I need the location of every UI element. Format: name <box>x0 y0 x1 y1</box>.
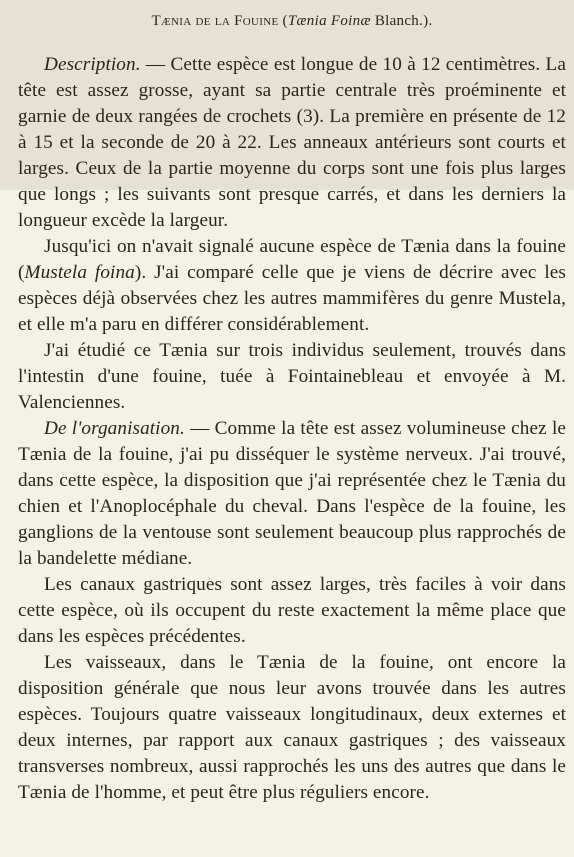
species-name: Mustela foina <box>24 262 135 283</box>
paragraph-text: J'ai étudié ce Tænia sur trois individus seulement, trouvés dans l'intestin d'une fouine, tuée à Fointainebleau et envoyée à M. Valenciennes. <box>18 340 566 413</box>
paragraph-vessels <box>18 650 566 806</box>
paragraph-text: — Cette espèce est longue de 10 à 12 centimètres. La tête est assez grosse, ayant sa partie centrale très proéminente et garnie de deux rangées de crochets (3). La première en présente de 12 à 15 et la seconde de 20 à 22. Les anneaux antérieurs sont courts et larges. Ceux de la partie moyenne du corps sont une fois plus larges que longs ; les suivants sont presque carrés, et dans les derniers la longueur excède la largeur. <box>18 54 566 231</box>
header-latin-name: Tænia Foinæ <box>287 13 371 29</box>
paragraph-description <box>18 52 566 234</box>
paragraph-gastric-canals <box>18 572 566 650</box>
paragraph-comparison <box>18 234 566 338</box>
paragraph-text: Jusqu'ici on n'avait signalé aucune espèce de Tænia dans la fouine ( <box>18 236 566 283</box>
header-title: Tænia de la Fouine <box>151 13 279 29</box>
paragraph-text: ). J'ai comparé celle que je viens de décrire avec les espèces déjà observées chez les autres mammifères du genre Mustela, et elle m'a paru en différer considérablement. <box>18 262 566 335</box>
paragraph-specimens <box>18 338 566 416</box>
paragraph-text: Les canaux gastriques sont assez larges, très faciles à voir dans cette espèce, où ils occupent du reste exactement la même place que dans les espèces précédentes. <box>18 574 566 647</box>
header-paren-close: ). <box>423 13 433 29</box>
running-header <box>18 12 566 30</box>
section-lead-description: Description. <box>44 54 141 75</box>
paragraph-organisation <box>18 416 566 572</box>
page-content <box>18 12 566 806</box>
header-paren-open: ( <box>278 13 288 29</box>
header-author: Blanch. <box>370 13 424 29</box>
paragraph-text: Les vaisseaux, dans le Tænia de la fouine, ont encore la disposition générale que nous leur avons trouvée dans les autres espèces. Toujours quatre vaisseaux longitudinaux, deux externes et deux internes, par rapport aux canaux gastriques ; des vaisseaux transverses nombreux, aussi rapprochés les uns des autres que dans le Tænia de l'homme, et peut être plus réguliers encore. <box>18 652 566 803</box>
paragraph-text: — Comme la tête est assez volumineuse chez le Tænia de la fouine, j'ai pu disséquer le système nerveux. J'ai trouvé, dans cette espèce, la disposition que j'ai représentée chez le Tænia du chien et l'Anoplocéphale du cheval. Dans l'espèce de la fouine, les ganglions de la ventouse sont seulement beaucoup plus rapprochés de la bandelette médiane. <box>18 418 566 569</box>
section-lead-organisation: De l'organisation. <box>44 418 185 439</box>
